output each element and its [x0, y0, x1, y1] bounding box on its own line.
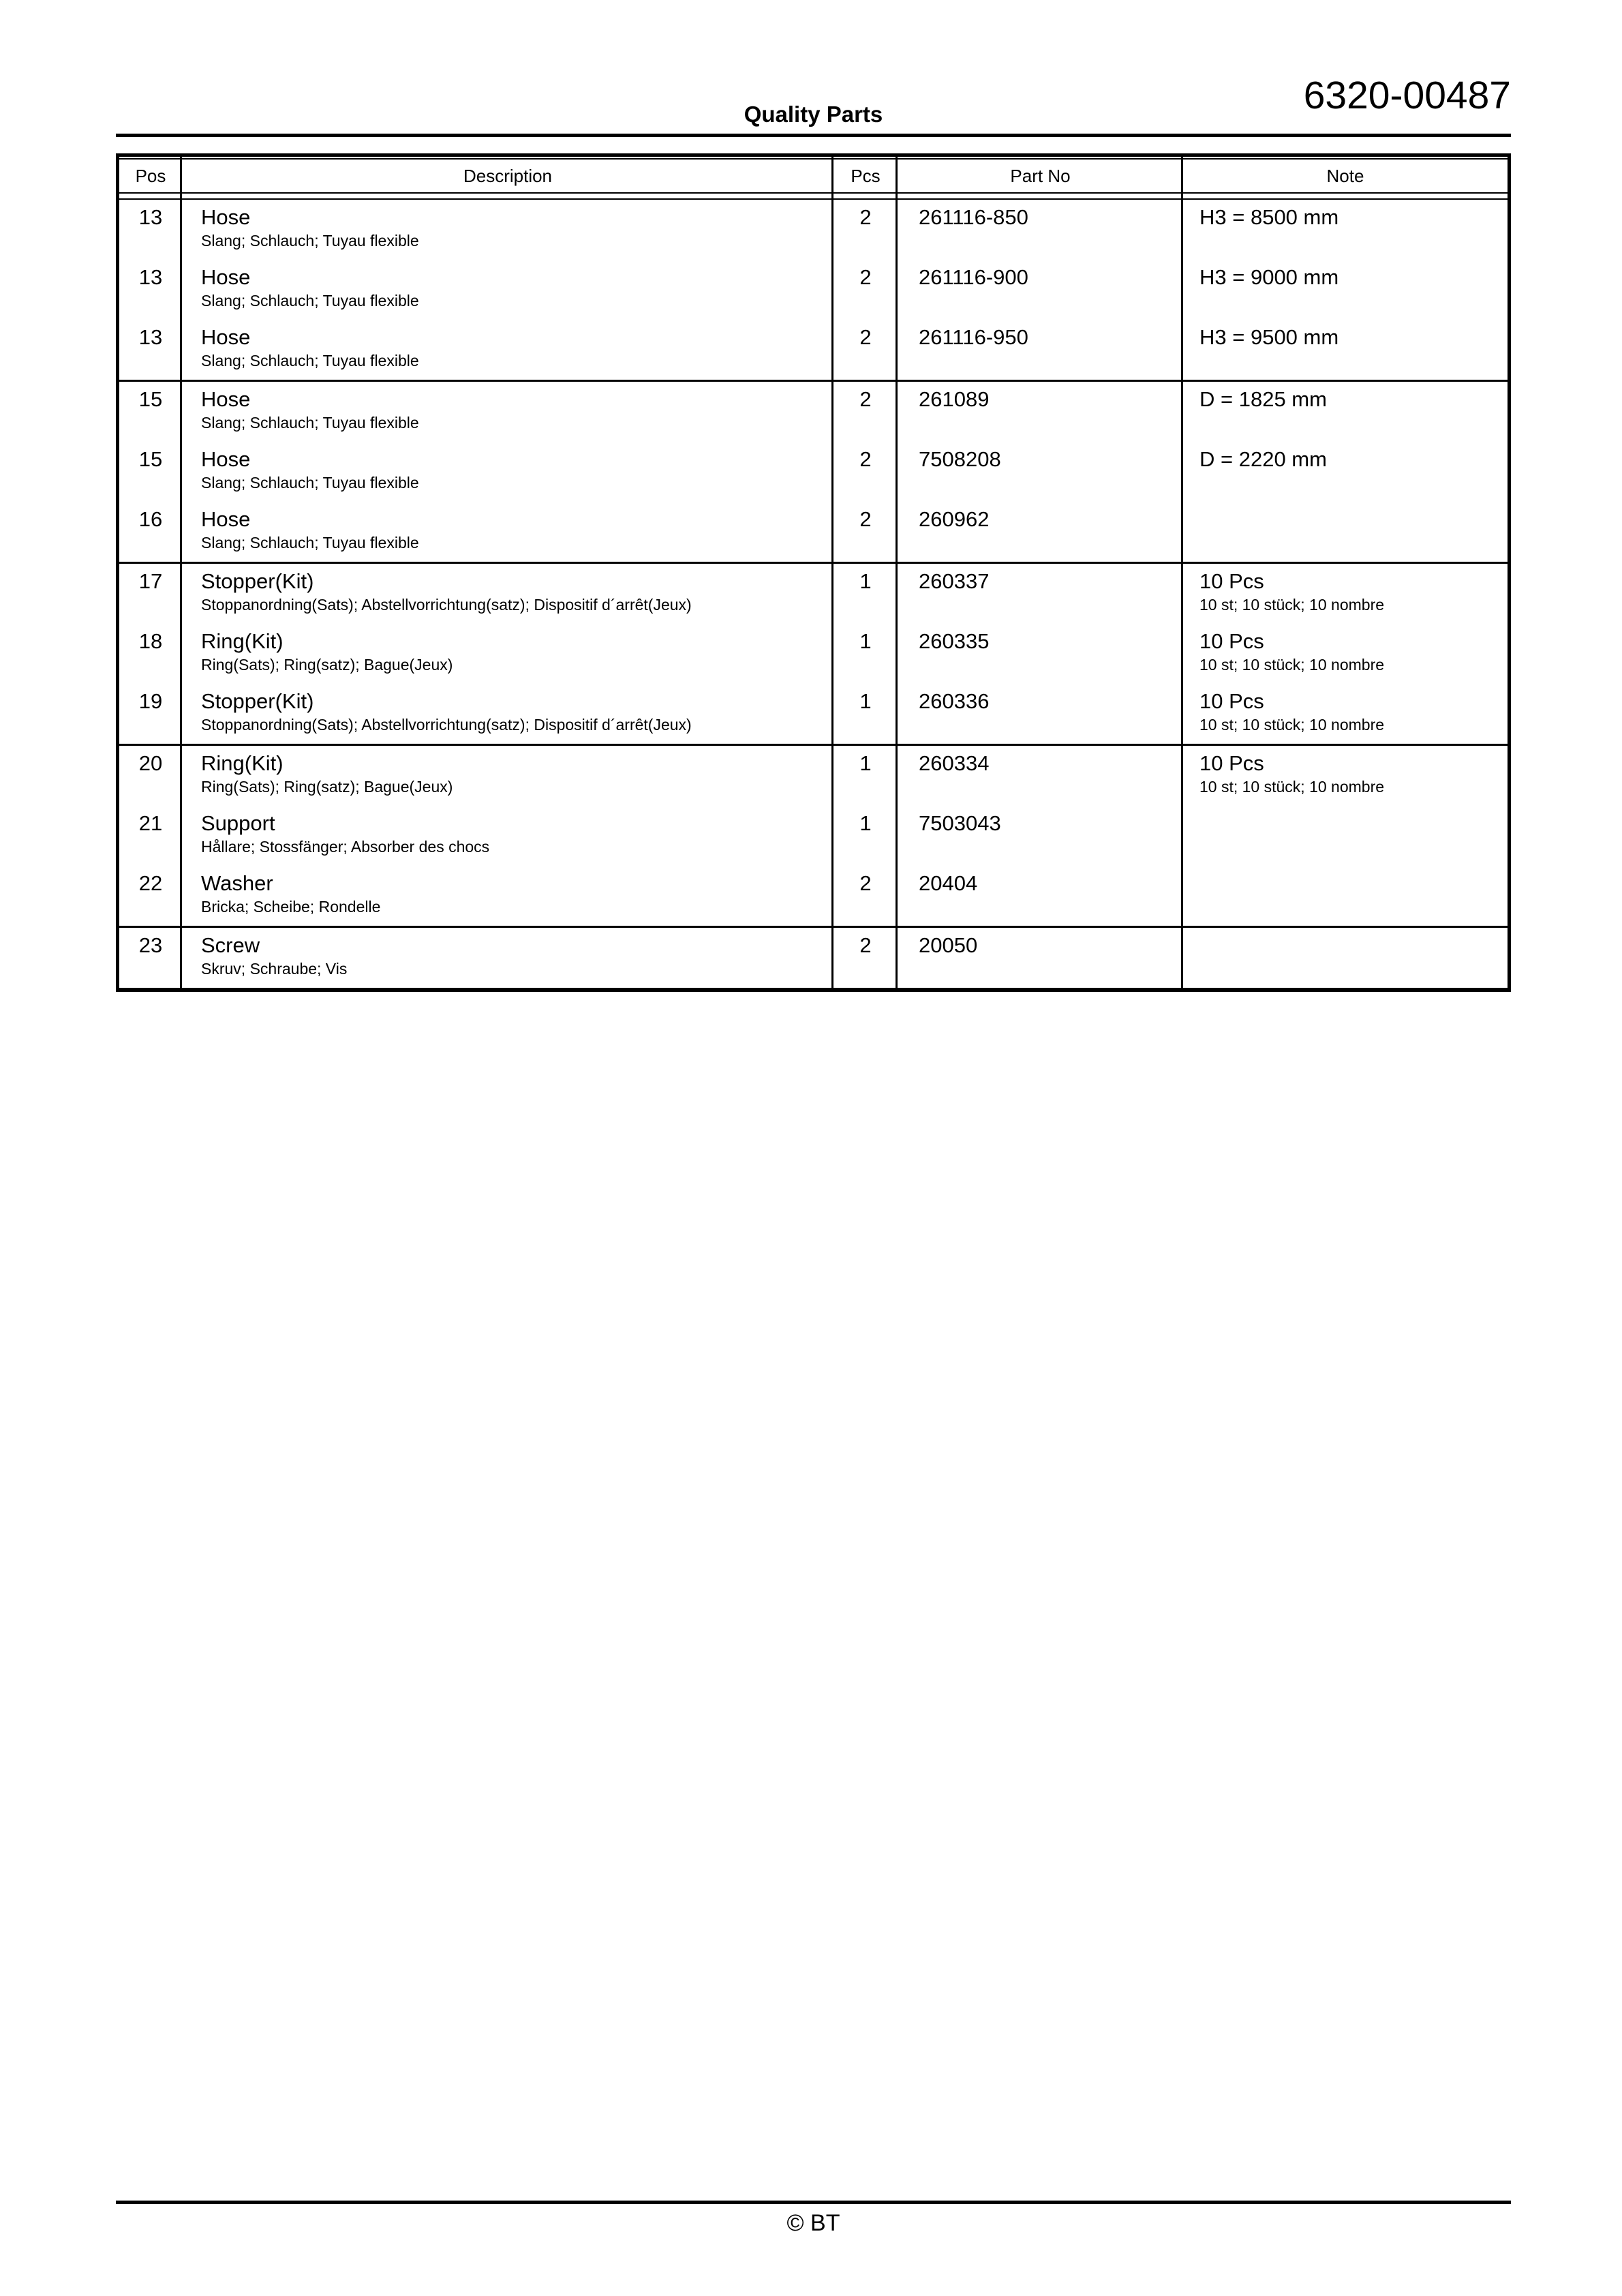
note-main: H3 = 9500 mm: [1199, 325, 1339, 349]
part-no-value: 261116-850: [919, 205, 1028, 229]
part-no-cell: [898, 629, 1183, 654]
part-no-value: 261116-950: [919, 325, 1028, 349]
part-no-value: 260336: [919, 689, 990, 713]
part-no-cell: [898, 387, 1183, 412]
description-cell: [182, 629, 833, 675]
note-main: 10 Pcs: [1199, 689, 1264, 713]
part-no-value: 7503043: [919, 811, 1001, 835]
column-divider: [831, 157, 833, 988]
table-row: [119, 382, 1508, 442]
table-body: [119, 200, 1508, 988]
description-sub: Ring(Sats); Ring(satz); Bague(Jeux): [201, 778, 453, 796]
description-sub: Ring(Sats); Ring(satz); Bague(Jeux): [201, 656, 453, 674]
header-rule: [116, 134, 1511, 137]
part-no-cell: [898, 205, 1183, 230]
table-row: [119, 442, 1508, 502]
description-main: Stopper(Kit): [201, 569, 314, 593]
description-sub: Hållare; Stossfänger; Absorber des chocs: [201, 838, 490, 856]
pos-value: 23: [138, 933, 163, 957]
part-no-value: 260337: [919, 569, 990, 593]
pos-cell: [119, 265, 182, 290]
description-sub: Bricka; Scheibe; Rondelle: [201, 898, 381, 916]
description-cell: [182, 871, 833, 917]
table-row: [119, 320, 1508, 380]
note-sub: 10 st; 10 stück; 10 nombre: [1199, 596, 1385, 614]
note-sub: 10 st; 10 stück; 10 nombre: [1199, 778, 1385, 796]
pos-value: 15: [138, 387, 163, 411]
header-part-no: Part No: [1010, 166, 1071, 186]
part-no-value: 7508208: [919, 447, 1001, 471]
table-header-row: [119, 160, 1508, 192]
description-sub: Slang; Schlauch; Tuyau flexible: [201, 534, 419, 552]
description-main: Hose: [201, 265, 251, 289]
column-divider: [1181, 157, 1183, 988]
note-main: H3 = 9000 mm: [1199, 265, 1339, 289]
pcs-value: 2: [859, 871, 872, 895]
description-sub: Slang; Schlauch; Tuyau flexible: [201, 474, 419, 492]
note-cell: [1183, 265, 1508, 290]
note-main: H3 = 8500 mm: [1199, 205, 1339, 229]
pcs-value: 1: [859, 689, 872, 713]
pcs-cell: [833, 324, 898, 350]
footer-copyright: © BT: [786, 2210, 840, 2236]
pcs-cell: [833, 569, 898, 594]
note-main: 10 Pcs: [1199, 569, 1264, 593]
note-cell: [1183, 324, 1508, 350]
description-cell: [182, 447, 833, 493]
pcs-value: 1: [859, 811, 872, 835]
part-no-cell: [898, 507, 1183, 532]
pcs-value: 1: [859, 751, 872, 775]
note-cell: [1183, 689, 1508, 735]
description-main: Stopper(Kit): [201, 689, 314, 713]
pos-value: 17: [138, 569, 163, 593]
pos-cell: [119, 447, 182, 472]
pcs-value: 2: [859, 387, 872, 411]
pos-value: 16: [138, 507, 163, 531]
part-no-cell: [898, 324, 1183, 350]
pos-cell: [119, 205, 182, 230]
part-no-value: 261089: [919, 387, 990, 411]
doc-number: 6320-00487: [1303, 74, 1511, 117]
pos-cell: [119, 569, 182, 594]
description-cell: [182, 205, 833, 251]
description-sub: Slang; Schlauch; Tuyau flexible: [201, 352, 419, 369]
table-row-group: [119, 380, 1508, 562]
pos-cell: [119, 507, 182, 532]
description-sub: Slang; Schlauch; Tuyau flexible: [201, 414, 419, 432]
pos-cell: [119, 387, 182, 412]
table-row: [119, 746, 1508, 806]
pcs-cell: [833, 387, 898, 412]
part-no-cell: [898, 811, 1183, 836]
pos-cell: [119, 751, 182, 776]
pcs-value: 1: [859, 569, 872, 593]
parts-table: [116, 153, 1511, 992]
table-row: [119, 684, 1508, 744]
description-main: Hose: [201, 325, 251, 349]
table-row: [119, 928, 1508, 988]
pcs-value: 2: [859, 265, 872, 289]
description-main: Screw: [201, 933, 260, 957]
description-cell: [182, 811, 833, 857]
description-main: Hose: [201, 205, 251, 229]
note-main: D = 1825 mm: [1199, 387, 1327, 411]
description-cell: [182, 265, 833, 311]
footer-rule: [116, 2201, 1511, 2204]
pos-cell: [119, 324, 182, 350]
pcs-value: 2: [859, 447, 872, 471]
note-cell: [1183, 751, 1508, 797]
table-row: [119, 564, 1508, 624]
column-divider: [180, 157, 182, 988]
table-row: [119, 624, 1508, 684]
table-row-group: [119, 562, 1508, 744]
pos-value: 22: [138, 871, 163, 895]
pcs-cell: [833, 871, 898, 896]
description-sub: Skruv; Schraube; Vis: [201, 960, 348, 978]
part-no-cell: [898, 871, 1183, 896]
header-pos: Pos: [135, 166, 166, 186]
pcs-cell: [833, 811, 898, 836]
note-cell: [1183, 447, 1508, 472]
part-no-value: 20404: [919, 871, 978, 895]
pos-value: 15: [138, 447, 163, 471]
pos-cell: [119, 629, 182, 654]
note-cell: [1183, 387, 1508, 412]
table-header-separator: [119, 192, 1508, 200]
pcs-value: 2: [859, 205, 872, 229]
pos-value: 19: [138, 689, 163, 713]
note-main: 10 Pcs: [1199, 629, 1264, 653]
pcs-cell: [833, 447, 898, 472]
table-row: [119, 866, 1508, 926]
pos-cell: [119, 811, 182, 836]
table-row: [119, 200, 1508, 260]
pos-value: 20: [138, 751, 163, 775]
note-cell: [1183, 569, 1508, 615]
description-main: Hose: [201, 447, 251, 471]
description-sub: Slang; Schlauch; Tuyau flexible: [201, 292, 419, 309]
description-main: Support: [201, 811, 275, 835]
pos-cell: [119, 933, 182, 958]
part-no-value: 260962: [919, 507, 990, 531]
pos-value: 13: [138, 265, 163, 289]
pos-value: 13: [138, 205, 163, 229]
pcs-value: 2: [859, 325, 872, 349]
description-cell: [182, 689, 833, 735]
note-cell: [1183, 629, 1508, 675]
pcs-cell: [833, 933, 898, 958]
note-cell: [1183, 205, 1508, 230]
header-note: Note: [1326, 166, 1364, 186]
description-main: Ring(Kit): [201, 751, 284, 775]
table-row-group: [119, 744, 1508, 926]
column-divider: [896, 157, 898, 988]
description-main: Hose: [201, 387, 251, 411]
header-description: Description: [463, 166, 553, 186]
description-sub: Stoppanordning(Sats); Abstellvorrichtung(satz); Dispositif d´arrêt(Jeux): [201, 716, 692, 734]
page-title: Quality Parts: [744, 102, 883, 127]
part-no-value: 260334: [919, 751, 990, 775]
description-cell: [182, 751, 833, 797]
part-no-cell: [898, 265, 1183, 290]
description-cell: [182, 933, 833, 979]
table-row-group: [119, 200, 1508, 380]
pos-value: 21: [138, 811, 163, 835]
pos-value: 18: [138, 629, 163, 653]
note-sub: 10 st; 10 stück; 10 nombre: [1199, 716, 1385, 734]
description-cell: [182, 507, 833, 553]
description-cell: [182, 387, 833, 433]
part-no-cell: [898, 447, 1183, 472]
description-main: Hose: [201, 507, 251, 531]
note-main: 10 Pcs: [1199, 751, 1264, 775]
part-no-cell: [898, 933, 1183, 958]
table-row: [119, 806, 1508, 866]
pcs-cell: [833, 689, 898, 714]
table-row: [119, 260, 1508, 320]
pcs-value: 2: [859, 507, 872, 531]
description-sub: Stoppanordning(Sats); Abstellvorrichtung(satz); Dispositif d´arrêt(Jeux): [201, 596, 692, 614]
table-row: [119, 502, 1508, 562]
pos-cell: [119, 689, 182, 714]
note-main: D = 2220 mm: [1199, 447, 1327, 471]
pos-value: 13: [138, 325, 163, 349]
pcs-cell: [833, 507, 898, 532]
part-no-cell: [898, 689, 1183, 714]
part-no-cell: [898, 569, 1183, 594]
description-cell: [182, 569, 833, 615]
table-row-group: [119, 926, 1508, 988]
pcs-cell: [833, 751, 898, 776]
pos-cell: [119, 871, 182, 896]
note-sub: 10 st; 10 stück; 10 nombre: [1199, 656, 1385, 674]
description-sub: Slang; Schlauch; Tuyau flexible: [201, 232, 419, 250]
pcs-value: 1: [859, 629, 872, 653]
pcs-cell: [833, 629, 898, 654]
pcs-value: 2: [859, 933, 872, 957]
part-no-value: 261116-900: [919, 265, 1028, 289]
part-no-value: 20050: [919, 933, 978, 957]
description-main: Ring(Kit): [201, 629, 284, 653]
part-no-value: 260335: [919, 629, 990, 653]
pcs-cell: [833, 205, 898, 230]
pcs-cell: [833, 265, 898, 290]
header-pcs: Pcs: [851, 166, 881, 186]
part-no-cell: [898, 751, 1183, 776]
description-main: Washer: [201, 871, 273, 895]
description-cell: [182, 324, 833, 371]
